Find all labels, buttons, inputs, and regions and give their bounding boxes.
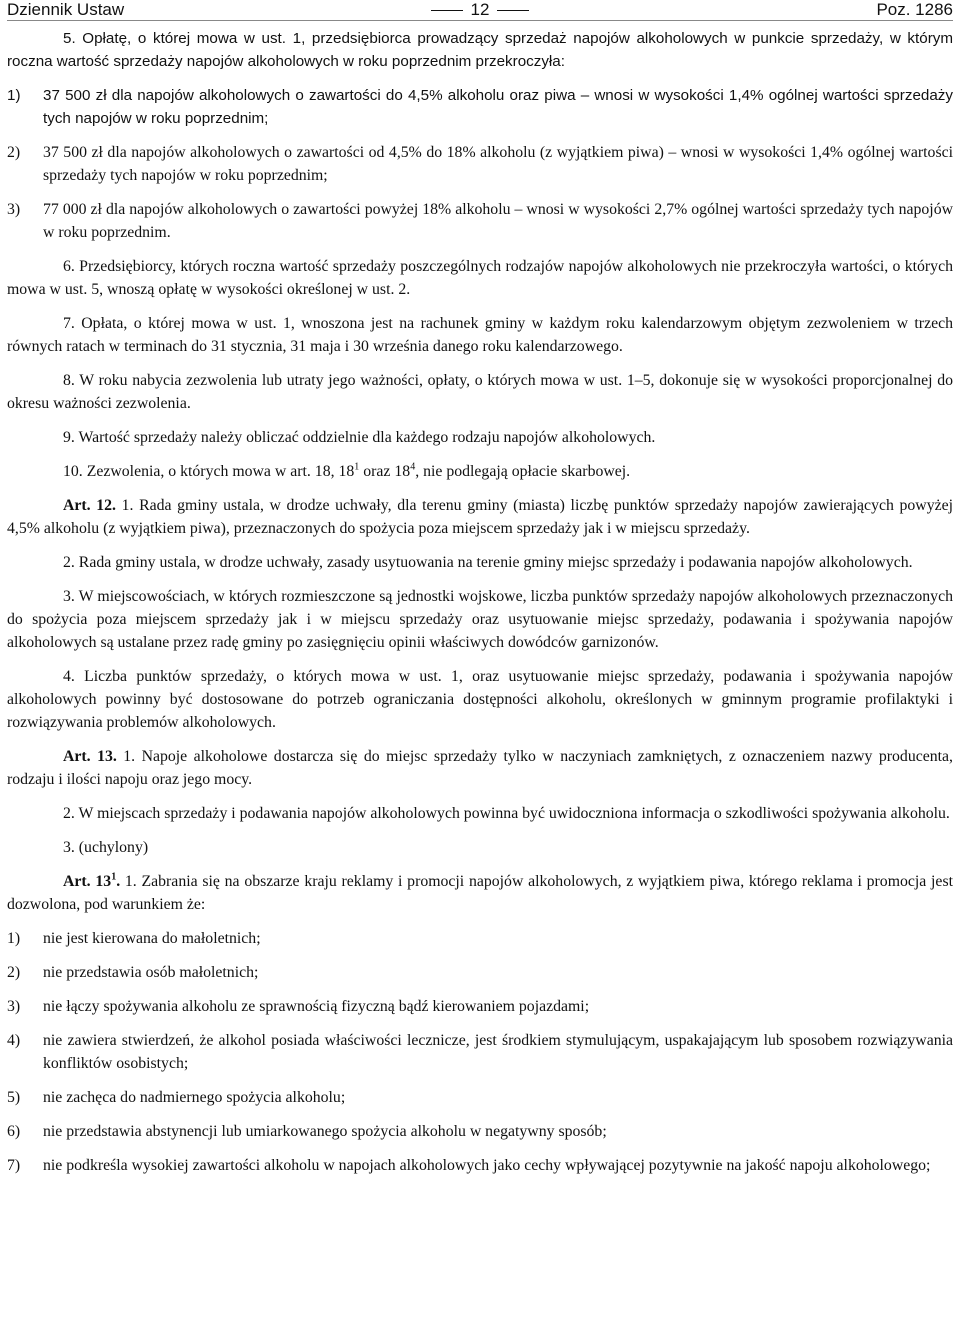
list-item-5-3 xyxy=(7,198,953,244)
p10-text-c: , nie podlegają opłacie skarbowej. xyxy=(415,463,631,480)
list-item-5-2 xyxy=(7,141,953,187)
paragraph-5: 5. Opłatę, o której mowa w ust. 1, przedsiębiorca prowadzący sprzedaż napojów alkoholowych w punkcie sprzedaży, w którym roczna wartość sprzedaży napojów alkoholowych w roku poprzednim przekroczyła: xyxy=(7,30,953,70)
article-13-1-label-text: Art. 13 xyxy=(63,873,112,890)
list-number: 6) xyxy=(7,1123,21,1140)
article-13-text: 1. Napoje alkoholowe dostarcza się do miejsc sprzedaży tylko w naczyniach zamkniętych, z oznaczeniem nazwy producenta, rodzaju i ilości napoju oraz jego mocy. xyxy=(7,748,953,788)
article-12-paragraph-2: 2. Rada gminy ustala, w drodze uchwały, zasady usytuowania na terenie gminy miejsc sprzedaży i podawania napojów alkoholowych. xyxy=(63,554,913,571)
paragraph-10 xyxy=(7,460,953,483)
dash-left xyxy=(431,10,463,11)
p10-text-b: oraz 18 xyxy=(359,463,411,480)
article-12-paragraph-3: 3. W miejscowościach, w których rozmieszczone są jednostki wojskowe, liczba punktów sprzedaży napojów alkoholowych przeznaczonych do spożycia poza miejscem sprzedaży jak i w miejscu sprzedaży oraz usytuowanie miejsc sprzedaży, podawania i spożywania napojów alkoholowych są ustalane przez radę gminy po zasięgnięciu opinii właściwych dowódców garnizonów. xyxy=(7,588,953,651)
paragraph-7: 7. Opłata, o której mowa w ust. 1, wnoszona jest na rachunek gminy w każdym roku kalendarzowym objętym zezwoleniem w trzech równych ratach w terminach do 31 stycznia, 31 maja i 30 września danego roku kalendarzowego. xyxy=(7,315,953,355)
paragraph-6: 6. Przedsiębiorcy, których roczna wartość sprzedaży poszczególnych rodzajów napojów alkoholowych nie przekroczyła wartości, o których mowa w ust. 5, wnoszą opłatę w wysokości określonej w ust. 2. xyxy=(7,258,953,298)
list-text: 37 500 zł dla napojów alkoholowych o zawartości do 4,5% alkoholu oraz piwa – wnosi w wysokości 1,4% ogólnej wartości sprzedaży tych napojów w roku poprzednim; xyxy=(43,87,953,127)
article-13-1-text: 1. Zabrania się na obszarze kraju reklamy i promocji napojów alkoholowych, z wyjątkiem piwa, którego reklama i promocja jest dozwolona, pod warunkiem że: xyxy=(7,873,953,913)
list-item-13-1-4 xyxy=(7,1029,953,1075)
article-13-label: Art. 13. xyxy=(63,748,117,765)
article-13-1-label-sup: 1 xyxy=(111,871,117,883)
article-13-1-label-dot: . xyxy=(116,873,121,890)
list-item-13-1-5 xyxy=(7,1086,953,1109)
list-text: nie podkreśla wysokiej zawartości alkoholu w napojach alkoholowych jako cechy wpływającej pozytywnie na jakość napoju alkoholowego; xyxy=(43,1157,931,1174)
p10-sup-1: 1 xyxy=(354,461,360,473)
article-12-label: Art. 12. xyxy=(63,497,116,514)
list-text: 77 000 zł dla napojów alkoholowych o zawartości powyżej 18% alkoholu – wnosi w wysokości 2,7% ogólnej wartości sprzedaży tych napojów w roku poprzednim. xyxy=(43,201,953,241)
list-text: nie jest kierowana do małoletnich; xyxy=(43,930,261,947)
article-12-text: 1. Rada gminy ustala, w drodze uchwały, dla terenu gminy (miasta) liczbę punktów sprzedaży napojów zawierających powyżej 4,5% alkoholu (z wyjątkiem piwa), przeznaczonych do spożycia poza miejscem sprzedaży jak i w miejscu sprzedaży. xyxy=(7,497,954,537)
list-text: nie zawiera stwierdzeń, że alkohol posiada właściwości lecznicze, jest środkiem stymulującym, uspakajającym lub sposobem rozwiązywania konfliktów osobistych; xyxy=(43,1032,953,1072)
article-13-1-paragraph-1 xyxy=(7,870,953,916)
list-text: nie przedstawia abstynencji lub umiarkowanego spożycia alkoholu w negatywny sposób; xyxy=(43,1123,607,1140)
p10-sup-2: 4 xyxy=(410,461,416,473)
article-12-paragraph-4: 4. Liczba punktów sprzedaży, o których mowa w ust. 1, oraz usytuowanie miejsc sprzedaży, podawania i spożywania napojów alkoholowych powinny być dostosowane do potrzeb ograniczania dostępności alkoholu, określonych w gminnym programie profilaktyki i rozwiązywania problemów alkoholowych. xyxy=(7,668,953,731)
list-item-13-1-6 xyxy=(7,1120,953,1143)
position-number: Poz. 1286 xyxy=(876,0,953,19)
document-body xyxy=(7,27,953,1177)
list-item-5-1 xyxy=(7,84,953,130)
list-number: 7) xyxy=(7,1157,21,1174)
list-number: 5) xyxy=(7,1089,21,1106)
article-13-paragraph-2: 2. W miejscach sprzedaży i podawania napojów alkoholowych powinna być uwidoczniona informacja o szkodliwości spożywania alkoholu. xyxy=(63,805,950,822)
list-item-13-1-2 xyxy=(7,961,953,984)
list-text: nie łączy spożywania alkoholu ze sprawnością fizyczną bądź kierowaniem pojazdami; xyxy=(43,998,590,1015)
list-number: 3) xyxy=(7,201,21,218)
page-header xyxy=(7,0,953,21)
article-12-paragraph-1 xyxy=(7,494,953,540)
list-number: 4) xyxy=(7,1032,21,1049)
journal-title: Dziennik Ustaw xyxy=(7,0,125,19)
list-text: 37 500 zł dla napojów alkoholowych o zawartości od 4,5% do 18% alkoholu (z wyjątkiem piwa) – wnosi w wysokości 1,4% ogólnej wartości sprzedaży tych napojów w roku poprzednim; xyxy=(43,144,953,184)
list-item-13-1-1 xyxy=(7,927,953,950)
p10-text-a: 10. Zezwolenia, o których mowa w art. 18, 18 xyxy=(63,463,355,480)
article-13-1-label xyxy=(63,873,120,890)
page-number xyxy=(7,0,953,20)
list-text: nie przedstawia osób małoletnich; xyxy=(43,964,259,981)
list-number: 1) xyxy=(7,87,21,104)
paragraph-9: 9. Wartość sprzedaży należy obliczać oddzielnie dla każdego rodzaju napojów alkoholowych. xyxy=(63,429,656,446)
article-13-paragraph-3: 3. (uchylony) xyxy=(63,839,149,856)
list-number: 2) xyxy=(7,144,21,161)
list-number: 3) xyxy=(7,998,21,1015)
list-number: 1) xyxy=(7,930,21,947)
list-item-13-1-3 xyxy=(7,995,953,1018)
article-13-paragraph-1 xyxy=(7,745,953,791)
list-number: 2) xyxy=(7,964,21,981)
paragraph-8: 8. W roku nabycia zezwolenia lub utraty jego ważności, opłaty, o których mowa w ust. 1–5, dokonuje się w wysokości proporcjonalnej do okresu ważności zezwolenia. xyxy=(7,372,953,412)
list-item-13-1-7 xyxy=(7,1154,953,1177)
list-text: nie zachęca do nadmiernego spożycia alkoholu; xyxy=(43,1089,346,1106)
page-number-value: 12 xyxy=(470,0,490,19)
dash-right xyxy=(497,10,529,11)
